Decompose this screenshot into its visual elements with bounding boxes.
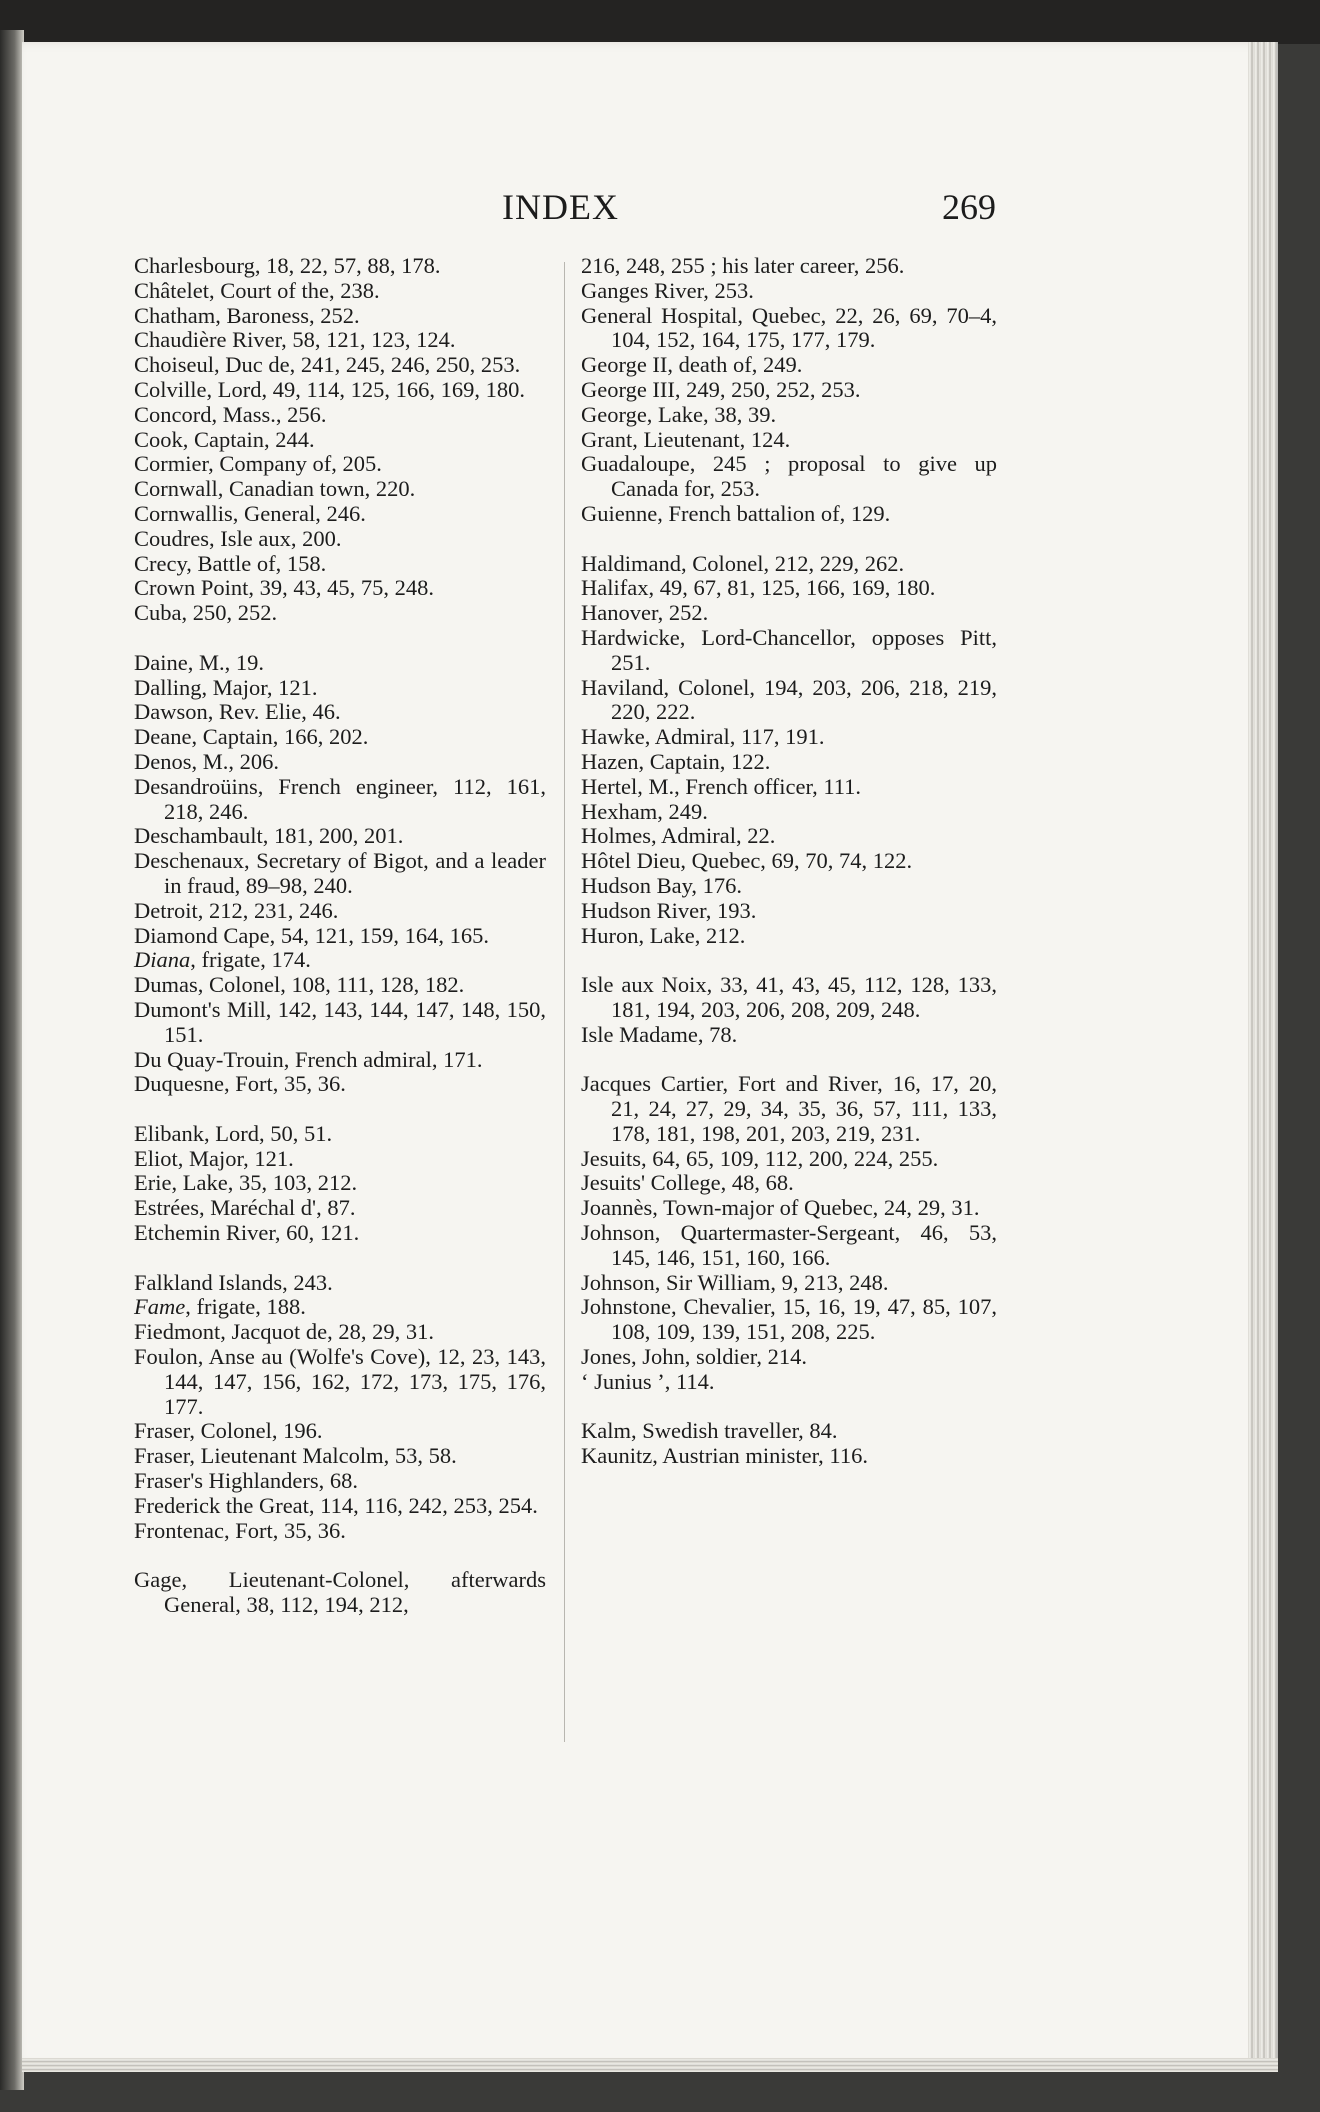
index-column-right: [581, 254, 997, 1469]
index-entry: [581, 353, 997, 378]
index-entry: [134, 948, 546, 973]
index-entry: [134, 304, 546, 329]
index-entry: [581, 824, 997, 849]
entry-text: Estrées, Maréchal d', 87.: [134, 1195, 356, 1221]
index-entry: [581, 1271, 997, 1296]
index-entry: [134, 279, 546, 304]
entry-text: Falkland Islands, 243.: [134, 1269, 333, 1295]
entry-text: , frigate, 174.: [190, 947, 311, 973]
index-entry: [134, 1048, 546, 1073]
index-entry: [134, 899, 546, 924]
index-entry: [581, 279, 997, 304]
entry-text: Hertel, M., French officer, 111.: [581, 773, 862, 799]
entry-text: Kaunitz, Austrian minister, 116.: [581, 1443, 868, 1469]
entry-text: Guienne, French battalion of, 129.: [581, 500, 891, 526]
index-entry: [581, 1444, 997, 1469]
entry-text: Elibank, Lord, 50, 51.: [134, 1120, 333, 1146]
entry-text: Châtelet, Court of the, 238.: [134, 277, 380, 303]
entry-text: Huron, Lake, 212.: [581, 922, 746, 948]
index-entry: [134, 328, 546, 353]
index-entry: [581, 1370, 997, 1395]
entry-text: Jacques Cartier, Fort and River, 16, 17, 20, 21, 24, 27, 29, 34, 35, 36, 57, 111, 133, 178, 181, 198, 201, 203, 219, 231.: [581, 1071, 997, 1146]
index-entry: [134, 1419, 546, 1444]
entry-text: Desandroüins, French engineer, 112, 161, 218, 246.: [134, 773, 546, 824]
index-entry: [581, 576, 997, 601]
index-entry: [134, 676, 546, 701]
index-entry: [581, 750, 997, 775]
entry-text: Crown Point, 39, 43, 45, 75, 248.: [134, 575, 435, 601]
entry-text: Du Quay-Trouin, French admiral, 171.: [134, 1046, 483, 1072]
index-entry: [134, 1271, 546, 1296]
entry-text: Cook, Captain, 244.: [134, 426, 315, 452]
index-entry: [134, 973, 546, 998]
entry-text: Grant, Lieutenant, 124.: [581, 426, 791, 452]
index-entry: [134, 1072, 546, 1097]
index-entry: [581, 1221, 997, 1271]
index-entry: [134, 353, 546, 378]
running-head-title: INDEX: [502, 187, 619, 227]
entry-text: Hawke, Admiral, 117, 191.: [581, 724, 825, 750]
entry-text: Coudres, Isle aux, 200.: [134, 525, 342, 551]
index-entry: [581, 676, 997, 726]
index-entry: [134, 1519, 546, 1544]
column-divider: [564, 262, 565, 1742]
entry-text: Choiseul, Duc de, 241, 245, 246, 250, 253.: [134, 352, 521, 378]
entry-text: , frigate, 188.: [185, 1294, 306, 1320]
entry-text: Frederick the Great, 114, 116, 242, 253, 254.: [134, 1492, 538, 1518]
index-column-left: [134, 254, 546, 1618]
index-entry: [134, 1494, 546, 1519]
index-entry: [134, 1444, 546, 1469]
entry-text: ‘ Junius ’, 114.: [581, 1368, 715, 1394]
entry-text: 216, 248, 255 ; his later career, 256.: [581, 253, 905, 278]
index-entry: [581, 725, 997, 750]
entry-text: Frontenac, Fort, 35, 36.: [134, 1517, 346, 1543]
index-entry: [134, 1568, 546, 1618]
entry-text: George II, death of, 249.: [581, 352, 803, 378]
entry-text: Jesuits, 64, 65, 109, 112, 200, 224, 255.: [581, 1145, 939, 1171]
entry-italic-term: Fame: [134, 1294, 186, 1320]
index-entry: [134, 924, 546, 949]
entry-text: George, Lake, 38, 39.: [581, 401, 777, 427]
entry-text: Holmes, Admiral, 22.: [581, 823, 776, 849]
entry-text: Detroit, 212, 231, 246.: [134, 897, 339, 923]
index-entry: [134, 1171, 546, 1196]
index-entry: [581, 800, 997, 825]
entry-text: Cornwallis, General, 246.: [134, 500, 366, 526]
entry-text: Deane, Captain, 166, 202.: [134, 724, 369, 750]
entry-text: Crecy, Battle of, 158.: [134, 550, 327, 576]
entry-text: Isle aux Noix, 33, 41, 43, 45, 112, 128, 133, 181, 194, 203, 206, 208, 209, 248.: [581, 972, 997, 1022]
index-entry: [581, 254, 997, 279]
entry-text: Chaudière River, 58, 121, 123, 124.: [134, 327, 456, 353]
entry-text: Fraser, Colonel, 196.: [134, 1418, 323, 1444]
entry-text: Johnson, Quartermaster-Sergeant, 46, 53, 145, 146, 151, 160, 166.: [581, 1220, 997, 1270]
index-entry: [134, 651, 546, 676]
index-entry: [134, 452, 546, 477]
index-entry: [581, 1072, 997, 1146]
index-entry: [134, 849, 546, 899]
entry-text: Dumont's Mill, 142, 143, 144, 147, 148, 150, 151.: [134, 996, 546, 1047]
entry-text: Hardwicke, Lord-Chancellor, opposes Pitt, 251.: [581, 624, 997, 675]
entry-text: Cuba, 250, 252.: [134, 600, 278, 626]
page-edges: [1248, 42, 1276, 2072]
entry-text: Eliot, Major, 121.: [134, 1145, 294, 1171]
index-entry: [134, 428, 546, 453]
entry-text: Isle Madame, 78.: [581, 1021, 738, 1047]
index-entry: [134, 601, 546, 626]
entry-text: Dumas, Colonel, 108, 111, 128, 182.: [134, 972, 465, 998]
index-entry: [134, 1469, 546, 1494]
entry-text: Duquesne, Fort, 35, 36.: [134, 1071, 346, 1097]
entry-text: Concord, Mass., 256.: [134, 401, 327, 427]
index-entry: [134, 1221, 546, 1246]
index-entry: [581, 304, 997, 354]
page-number: 269: [942, 187, 996, 227]
entry-text: Foulon, Anse au (Wolfe's Cove), 12, 23, 143, 144, 147, 156, 162, 172, 173, 175, 176, 177.: [134, 1344, 546, 1419]
index-entry: [581, 874, 997, 899]
entry-text: Fraser's Highlanders, 68.: [134, 1468, 359, 1494]
entry-text: Jesuits' College, 48, 68.: [581, 1170, 794, 1196]
entry-text: Halifax, 49, 67, 81, 125, 166, 169, 180.: [581, 575, 936, 601]
index-entry: [581, 626, 997, 676]
scan-background: [0, 0, 1320, 44]
index-entry: [134, 700, 546, 725]
entry-text: Joannès, Town-major of Quebec, 24, 29, 31.: [581, 1195, 980, 1221]
entry-text: General Hospital, Quebec, 22, 26, 69, 70–4, 104, 152, 164, 175, 177, 179.: [581, 302, 997, 353]
index-entry: [134, 775, 546, 825]
index-entry: [134, 725, 546, 750]
entry-text: Fiedmont, Jacquot de, 28, 29, 31.: [134, 1319, 434, 1345]
entry-text: Hudson Bay, 176.: [581, 872, 743, 898]
index-entry: [581, 552, 997, 577]
index-entry: [134, 378, 546, 403]
index-entry: [581, 775, 997, 800]
entry-text: Colville, Lord, 49, 114, 125, 166, 169, 180.: [134, 376, 526, 402]
index-entry: [581, 849, 997, 874]
index-entry: [134, 576, 546, 601]
entry-text: Kalm, Swedish traveller, 84.: [581, 1418, 838, 1444]
entry-text: Cormier, Company of, 205.: [134, 451, 382, 477]
entry-text: Johnson, Sir William, 9, 213, 248.: [581, 1269, 889, 1295]
index-entry: [581, 1023, 997, 1048]
index-entry: [134, 1345, 546, 1419]
index-entry: [581, 1147, 997, 1172]
index-entry: [134, 1122, 546, 1147]
index-entry: [134, 1320, 546, 1345]
entry-text: Johnstone, Chevalier, 15, 16, 19, 47, 85, 107, 108, 109, 139, 151, 208, 225.: [581, 1294, 997, 1345]
entry-text: Hexham, 249.: [581, 798, 708, 824]
index-entry: [134, 998, 546, 1048]
index-entry: [134, 824, 546, 849]
index-entry: [134, 1196, 546, 1221]
index-entry: [134, 403, 546, 428]
entry-text: Deschenaux, Secretary of Bigot, and a leader in fraud, 89–98, 240.: [134, 848, 546, 898]
entry-text: Jones, John, soldier, 214.: [581, 1344, 807, 1370]
entry-text: Charlesbourg, 18, 22, 57, 88, 178.: [134, 253, 441, 278]
book-spine: [0, 30, 24, 2090]
index-entry: [581, 1345, 997, 1370]
entry-text: Hudson River, 193.: [581, 897, 757, 923]
index-entry: [581, 899, 997, 924]
entry-text: Dawson, Rev. Elie, 46.: [134, 699, 341, 725]
entry-text: Haviland, Colonel, 194, 203, 206, 218, 219, 220, 222.: [581, 674, 997, 725]
index-entry: [581, 428, 997, 453]
index-entry: [581, 452, 997, 502]
entry-text: Deschambault, 181, 200, 201.: [134, 823, 404, 849]
index-entry: [134, 527, 546, 552]
entry-text: Erie, Lake, 35, 103, 212.: [134, 1170, 358, 1196]
entry-text: Dalling, Major, 121.: [134, 674, 318, 700]
entry-italic-term: Diana: [134, 947, 191, 973]
index-entry: [134, 750, 546, 775]
index-entry: [581, 1196, 997, 1221]
entry-text: Haldimand, Colonel, 212, 229, 262.: [581, 550, 905, 576]
entry-text: Cornwall, Canadian town, 220.: [134, 476, 416, 502]
index-entry: [134, 477, 546, 502]
index-entry: [581, 378, 997, 403]
entry-text: Denos, M., 206.: [134, 748, 279, 774]
entry-text: Chatham, Baroness, 252.: [134, 302, 360, 328]
entry-text: Fraser, Lieutenant Malcolm, 53, 58.: [134, 1443, 457, 1469]
index-entry: [134, 1295, 546, 1320]
index-entry: [581, 1171, 997, 1196]
index-entry: [581, 1419, 997, 1444]
index-entry: [581, 403, 997, 428]
page-bottom-edges: [22, 2058, 1278, 2072]
entry-text: Etchemin River, 60, 121.: [134, 1220, 360, 1246]
entry-text: Diamond Cape, 54, 121, 159, 164, 165.: [134, 922, 489, 948]
index-entry: [581, 924, 997, 949]
entry-text: Hazen, Captain, 122.: [581, 748, 771, 774]
entry-text: Daine, M., 19.: [134, 649, 264, 675]
index-entry: [581, 502, 997, 527]
entry-text: Ganges River, 253.: [581, 277, 754, 303]
index-entry: [134, 502, 546, 527]
index-entry: [134, 1147, 546, 1172]
index-entry: [134, 254, 546, 279]
entry-text: Hôtel Dieu, Quebec, 69, 70, 74, 122.: [581, 848, 913, 874]
entry-text: Hanover, 252.: [581, 600, 709, 626]
entry-text: Guadaloupe, 245 ; proposal to give up Canada for, 253.: [581, 451, 997, 502]
entry-text: Gage, Lieutenant-Colonel, afterwards General, 38, 112, 194, 212,: [134, 1567, 546, 1618]
entry-text: George III, 249, 250, 252, 253.: [581, 376, 861, 402]
index-entry: [581, 973, 997, 1023]
index-entry: [581, 1295, 997, 1345]
index-entry: [134, 552, 546, 577]
index-entry: [581, 601, 997, 626]
